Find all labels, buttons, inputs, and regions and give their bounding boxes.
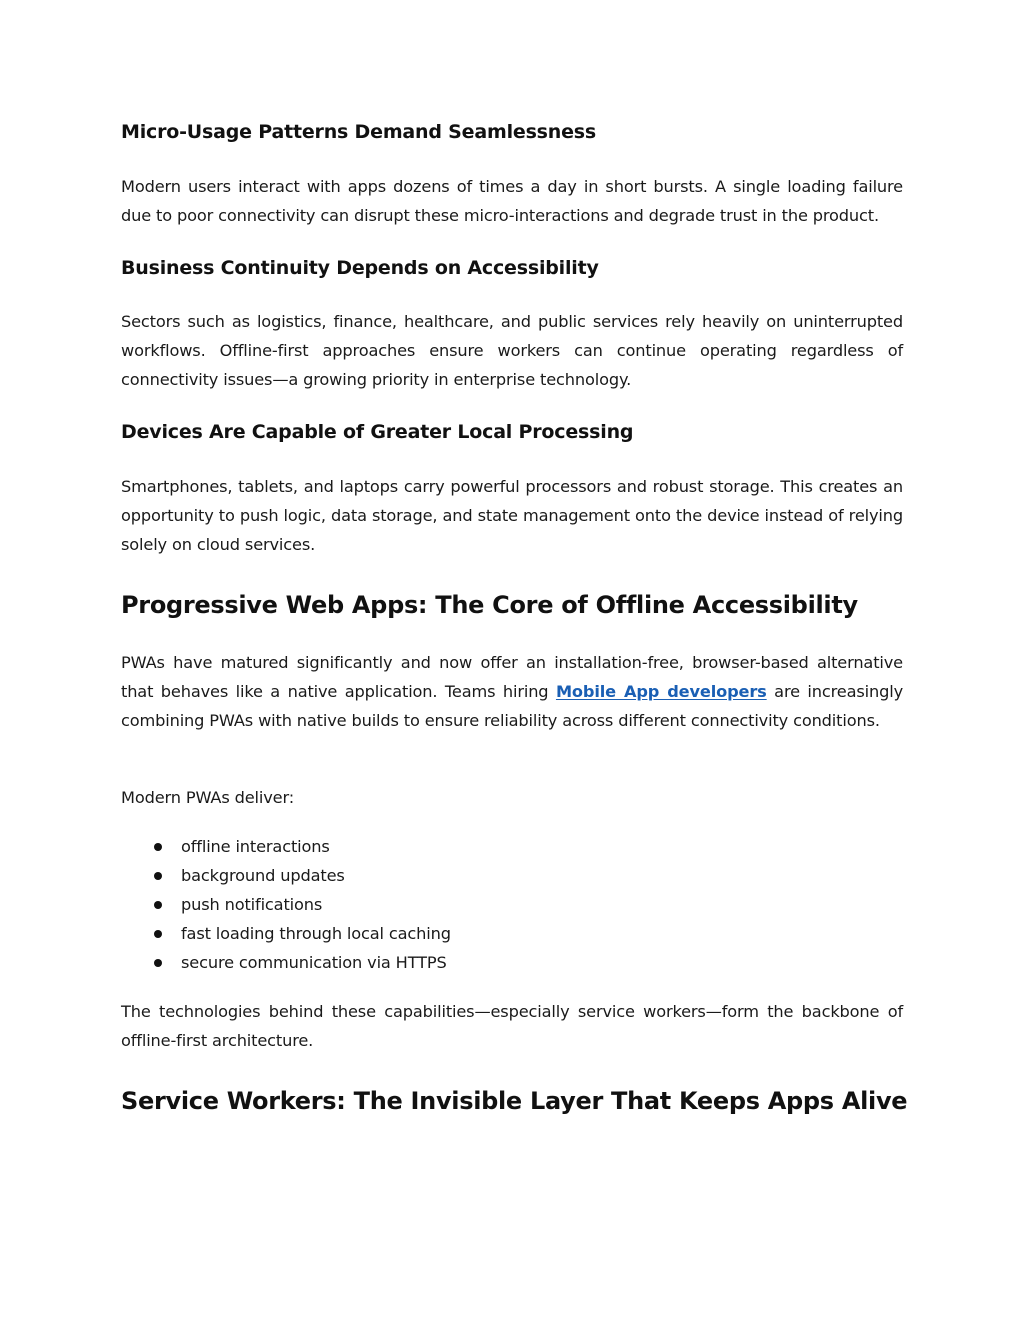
bullet-icon xyxy=(154,843,162,851)
mobile-app-developers-link[interactable]: Mobile App developers xyxy=(555,682,767,701)
section-heading-local-processing: Devices Are Capable of Greater Local Processing xyxy=(121,421,634,443)
list-item xyxy=(121,861,451,890)
list-item xyxy=(121,890,451,919)
section-body-local-processing: Smartphones, tablets, and laptops carry powerful processors and robust storage. This creates an opportunity to push logic, data storage, and state management onto the device instead of relying solely on cloud services. xyxy=(121,477,903,554)
list-item-text: secure communication via HTTPS xyxy=(181,953,447,972)
service-workers-heading: Service Workers: The Invisible Layer That Keeps Apps Alive xyxy=(121,1087,908,1115)
pwa-intro-text-before: PWAs have matured significantly and now offer an installation-free, browser-based alternative that behaves like a native application. Teams hiring xyxy=(121,653,903,701)
list-item-text: offline interactions xyxy=(181,837,330,856)
pwa-section-heading: Progressive Web Apps: The Core of Offline Accessibility xyxy=(121,591,858,619)
list-item-text: background updates xyxy=(181,866,345,885)
list-item-text: fast loading through local caching xyxy=(181,924,451,943)
pwa-intro-paragraph xyxy=(121,648,903,735)
section-heading-micro-usage: Micro-Usage Patterns Demand Seamlessness xyxy=(121,121,597,143)
list-item xyxy=(121,948,451,977)
pwa-intro-text-after: are increasingly combining PWAs with native builds to ensure reliability across different connectivity conditions. xyxy=(121,682,904,730)
bullet-icon xyxy=(154,872,162,880)
pwa-features-list xyxy=(121,832,451,977)
bullet-icon xyxy=(154,901,162,909)
pwa-list-intro: Modern PWAs deliver: xyxy=(121,788,295,807)
pwa-closing-paragraph: The technologies behind these capabilities—especially service workers—form the backbone of offline-first architecture. xyxy=(121,1002,903,1050)
section-body-business-continuity: Sectors such as logistics, finance, healthcare, and public services rely heavily on uninterrupted workflows. Offline-first approaches ensure workers can continue operating regardless of connectivity issues—a growing priority in enterprise technology. xyxy=(121,312,903,389)
list-item xyxy=(121,832,451,861)
list-item xyxy=(121,919,451,948)
bullet-icon xyxy=(154,959,162,967)
section-heading-business-continuity: Business Continuity Depends on Accessibility xyxy=(121,257,599,279)
list-item-text: push notifications xyxy=(181,895,323,914)
bullet-icon xyxy=(154,930,162,938)
section-body-micro-usage: Modern users interact with apps dozens of times a day in short bursts. A single loading failure due to poor connectivity can disrupt these micro-interactions and degrade trust in the product. xyxy=(121,177,903,225)
